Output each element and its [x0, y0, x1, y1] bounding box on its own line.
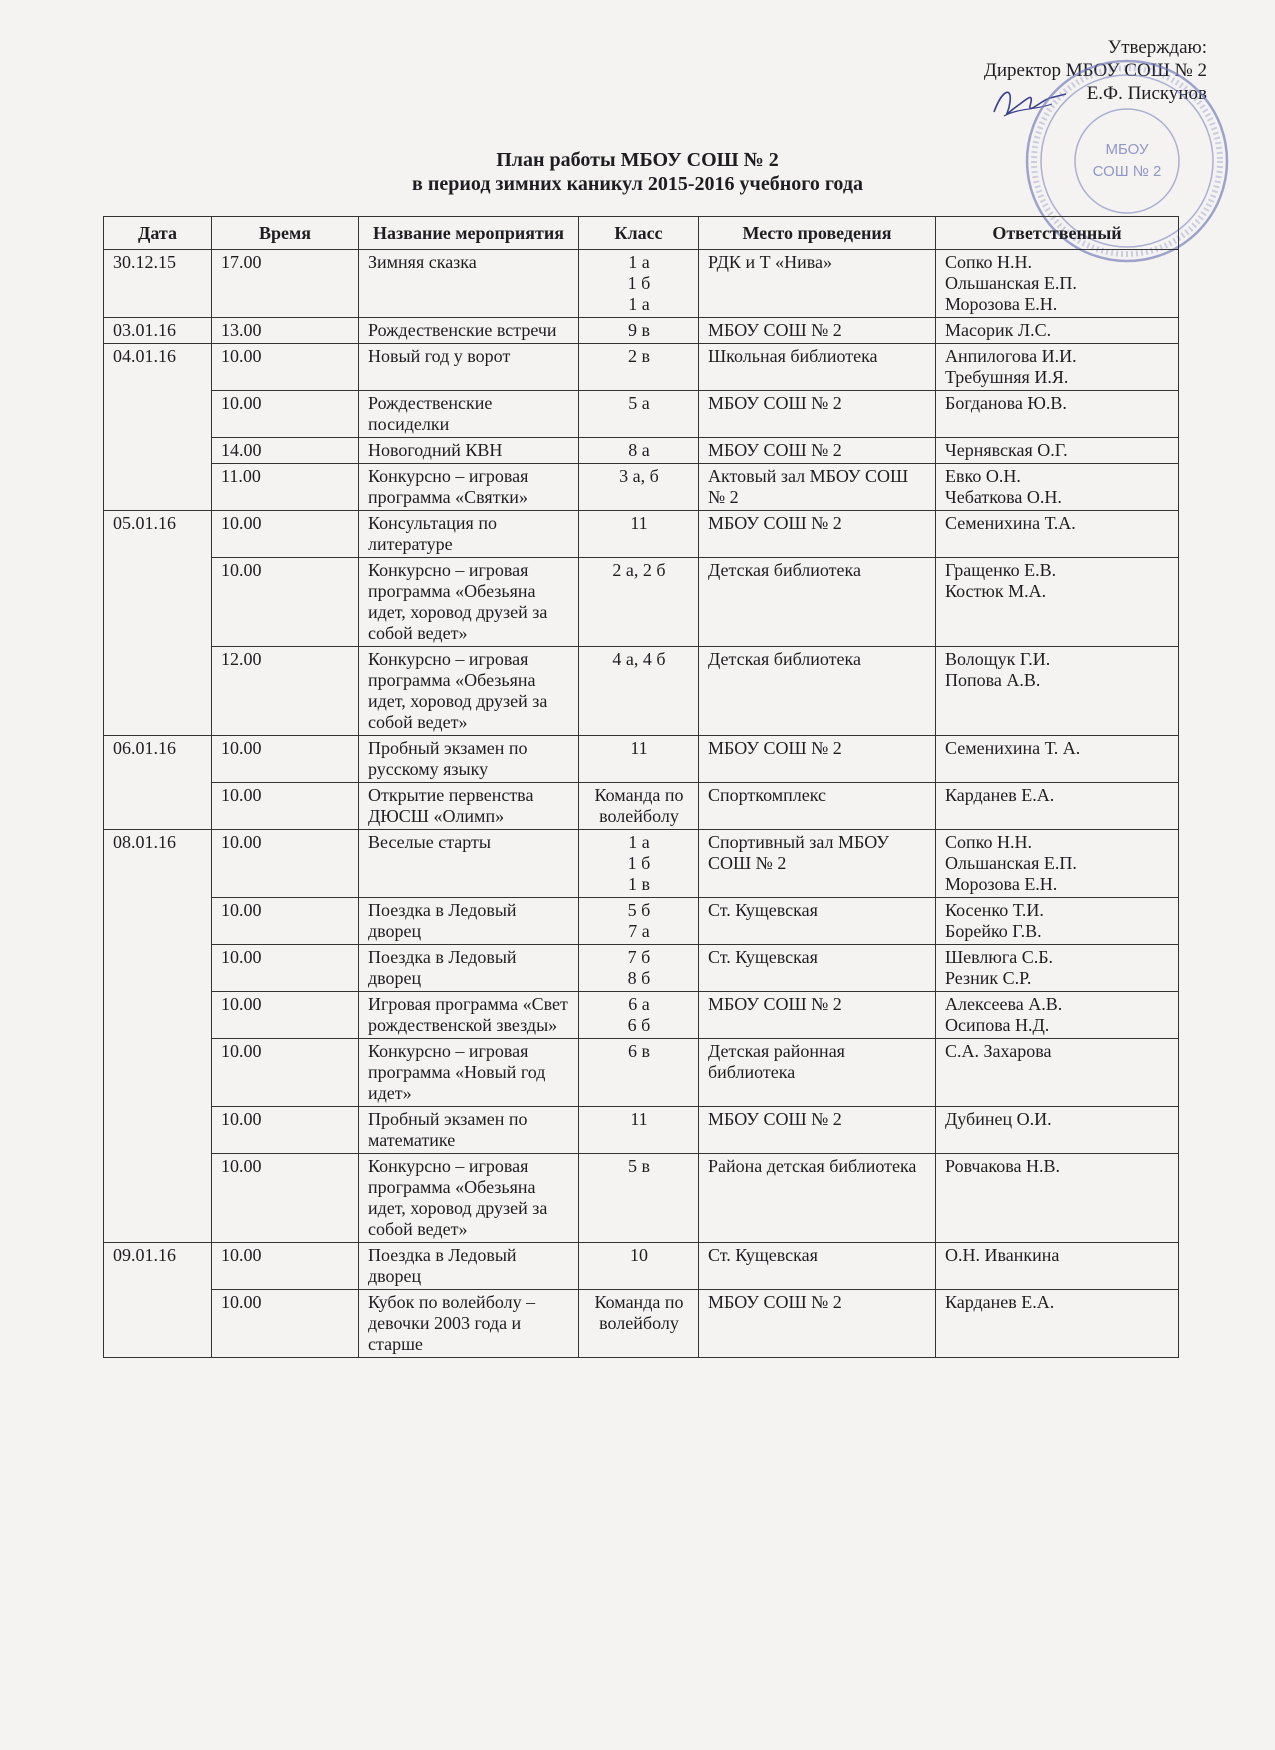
cell-name: Поездка в Ледовый дворец: [359, 898, 579, 945]
cell-time: 10.00: [212, 344, 359, 391]
cell-class: 8 а: [579, 438, 699, 464]
cell-place: МБОУ СОШ № 2: [699, 992, 936, 1039]
cell-place: Ст. Кущевская: [699, 898, 936, 945]
cell-class: 1 а 1 б 1 в: [579, 830, 699, 898]
cell-class: 10: [579, 1243, 699, 1290]
cell-class: 6 в: [579, 1039, 699, 1107]
cell-time: 10.00: [212, 992, 359, 1039]
table-row: [104, 736, 1179, 783]
cell-place: Детская районная библиотека: [699, 1039, 936, 1107]
cell-place: Детская библиотека: [699, 558, 936, 647]
cell-name: Конкурсно – игровая программа «Святки»: [359, 464, 579, 511]
table-row: [104, 511, 1179, 558]
table-row: [104, 1107, 1179, 1154]
cell-time: 14.00: [212, 438, 359, 464]
cell-date: 05.01.16: [104, 511, 212, 736]
cell-time: 13.00: [212, 318, 359, 344]
cell-time: 10.00: [212, 945, 359, 992]
table-row: [104, 647, 1179, 736]
table-header-row: [104, 217, 1179, 250]
header-class: Класс: [579, 217, 699, 250]
cell-responsible: Евко О.Н. Чебаткова О.Н.: [936, 464, 1179, 511]
header-date: Дата: [104, 217, 212, 250]
cell-name: Консультация по литературе: [359, 511, 579, 558]
table-body: [104, 250, 1179, 1358]
table-row: [104, 1039, 1179, 1107]
cell-responsible: Алексеева А.В. Осипова Н.Д.: [936, 992, 1179, 1039]
cell-class: 6 а 6 б: [579, 992, 699, 1039]
cell-place: МБОУ СОШ № 2: [699, 318, 936, 344]
cell-place: РДК и Т «Нива»: [699, 250, 936, 318]
cell-responsible: Семенихина Т.А.: [936, 511, 1179, 558]
cell-place: Школьная библиотека: [699, 344, 936, 391]
cell-class: 2 а, 2 б: [579, 558, 699, 647]
document-title: [0, 148, 1275, 196]
cell-place: Района детская библиотека: [699, 1154, 936, 1243]
table-row: [104, 250, 1179, 318]
svg-text:МБОУ: МБОУ: [1105, 141, 1149, 158]
cell-place: МБОУ СОШ № 2: [699, 438, 936, 464]
cell-name: Зимняя сказка: [359, 250, 579, 318]
cell-class: 1 а 1 б 1 а: [579, 250, 699, 318]
cell-time: 10.00: [212, 511, 359, 558]
table-row: [104, 464, 1179, 511]
cell-responsible: Семенихина Т. А.: [936, 736, 1179, 783]
cell-place: Актовый зал МБОУ СОШ № 2: [699, 464, 936, 511]
schedule-table: [103, 216, 1179, 1358]
cell-responsible: С.А. Захарова: [936, 1039, 1179, 1107]
cell-time: 10.00: [212, 783, 359, 830]
table-row: [104, 1243, 1179, 1290]
table-row: [104, 1154, 1179, 1243]
cell-name: Поездка в Ледовый дворец: [359, 1243, 579, 1290]
cell-place: МБОУ СОШ № 2: [699, 736, 936, 783]
cell-name: Пробный экзамен по русскому языку: [359, 736, 579, 783]
table-row: [104, 438, 1179, 464]
cell-name: Конкурсно – игровая программа «Обезьяна идет, хоровод друзей за собой ведет»: [359, 647, 579, 736]
cell-responsible: Карданев Е.А.: [936, 783, 1179, 830]
cell-time: 10.00: [212, 1290, 359, 1358]
cell-date: 03.01.16: [104, 318, 212, 344]
cell-place: МБОУ СОШ № 2: [699, 391, 936, 438]
cell-place: Спортивный зал МБОУ СОШ № 2: [699, 830, 936, 898]
cell-name: Новогодний КВН: [359, 438, 579, 464]
cell-name: Поездка в Ледовый дворец: [359, 945, 579, 992]
cell-responsible: Масорик Л.С.: [936, 318, 1179, 344]
cell-place: МБОУ СОШ № 2: [699, 1107, 936, 1154]
cell-name: Веселые старты: [359, 830, 579, 898]
cell-time: 10.00: [212, 1154, 359, 1243]
cell-class: Команда по волейболу: [579, 783, 699, 830]
cell-name: Открытие первенства ДЮСШ «Олимп»: [359, 783, 579, 830]
table-row: [104, 344, 1179, 391]
header-name: Название мероприятия: [359, 217, 579, 250]
cell-class: 5 в: [579, 1154, 699, 1243]
cell-responsible: Сопко Н.Н. Ольшанская Е.П. Морозова Е.Н.: [936, 830, 1179, 898]
cell-responsible: Шевлюга С.Б. Резник С.Р.: [936, 945, 1179, 992]
approval-line-1: Утверждаю:: [1107, 37, 1207, 58]
table-row: [104, 1290, 1179, 1358]
cell-responsible: Сопко Н.Н. Ольшанская Е.П. Морозова Е.Н.: [936, 250, 1179, 318]
cell-class: 4 а, 4 б: [579, 647, 699, 736]
cell-time: 10.00: [212, 830, 359, 898]
cell-class: 5 а: [579, 391, 699, 438]
cell-time: 10.00: [212, 558, 359, 647]
cell-name: Рождественские встречи: [359, 318, 579, 344]
cell-responsible: Волощук Г.И. Попова А.В.: [936, 647, 1179, 736]
cell-responsible: Косенко Т.И. Борейко Г.В.: [936, 898, 1179, 945]
cell-time: 10.00: [212, 391, 359, 438]
cell-class: 2 в: [579, 344, 699, 391]
title-line-2: в период зимних каникул 2015-2016 учебного года: [412, 173, 863, 195]
cell-name: Конкурсно – игровая программа «Обезьяна идет, хоровод друзей за собой ведет»: [359, 558, 579, 647]
cell-name: Конкурсно – игровая программа «Обезьяна идет, хоровод друзей за собой ведет»: [359, 1154, 579, 1243]
cell-time: 10.00: [212, 898, 359, 945]
table-row: [104, 558, 1179, 647]
cell-class: 11: [579, 511, 699, 558]
cell-place: Детская библиотека: [699, 647, 936, 736]
cell-responsible: Богданова Ю.В.: [936, 391, 1179, 438]
header-time: Время: [212, 217, 359, 250]
cell-class: 3 а, б: [579, 464, 699, 511]
table-row: [104, 992, 1179, 1039]
cell-date: 30.12.15: [104, 250, 212, 318]
cell-class: Команда по волейболу: [579, 1290, 699, 1358]
table-row: [104, 391, 1179, 438]
table-row: [104, 898, 1179, 945]
cell-class: 7 б 8 б: [579, 945, 699, 992]
svg-text:СОШ № 2: СОШ № 2: [1092, 163, 1162, 180]
cell-time: 10.00: [212, 1107, 359, 1154]
cell-name: Конкурсно – игровая программа «Новый год идет»: [359, 1039, 579, 1107]
cell-date: 09.01.16: [104, 1243, 212, 1358]
cell-responsible: Дубинец О.И.: [936, 1107, 1179, 1154]
cell-place: Ст. Кущевская: [699, 945, 936, 992]
cell-responsible: Гращенко Е.В. Костюк М.А.: [936, 558, 1179, 647]
header-responsible: Ответственный: [936, 217, 1179, 250]
cell-time: 11.00: [212, 464, 359, 511]
cell-name: Кубок по волейболу – девочки 2003 года и старше: [359, 1290, 579, 1358]
cell-time: 10.00: [212, 1039, 359, 1107]
cell-class: 5 б 7 а: [579, 898, 699, 945]
cell-place: МБОУ СОШ № 2: [699, 1290, 936, 1358]
cell-place: МБОУ СОШ № 2: [699, 511, 936, 558]
cell-date: 04.01.16: [104, 344, 212, 511]
table-row: [104, 945, 1179, 992]
cell-time: 10.00: [212, 736, 359, 783]
cell-responsible: Карданев Е.А.: [936, 1290, 1179, 1358]
header-place: Место проведения: [699, 217, 936, 250]
cell-responsible: Чернявская О.Г.: [936, 438, 1179, 464]
cell-class: 11: [579, 1107, 699, 1154]
table-row: [104, 318, 1179, 344]
cell-responsible: Анпилогова И.И. Требушняя И.Я.: [936, 344, 1179, 391]
cell-time: 12.00: [212, 647, 359, 736]
approval-line-3: Е.Ф. Пискунов: [1086, 83, 1207, 104]
approval-line-2: Директор МБОУ СОШ № 2: [983, 60, 1207, 81]
cell-class: 11: [579, 736, 699, 783]
cell-name: Пробный экзамен по математике: [359, 1107, 579, 1154]
cell-class: 9 в: [579, 318, 699, 344]
cell-responsible: Ровчакова Н.В.: [936, 1154, 1179, 1243]
title-line-1: План работы МБОУ СОШ № 2: [496, 149, 779, 171]
cell-time: 10.00: [212, 1243, 359, 1290]
cell-time: 17.00: [212, 250, 359, 318]
cell-name: Новый год у ворот: [359, 344, 579, 391]
cell-place: Ст. Кущевская: [699, 1243, 936, 1290]
cell-date: 08.01.16: [104, 830, 212, 1243]
cell-date: 06.01.16: [104, 736, 212, 830]
cell-responsible: О.Н. Иванкина: [936, 1243, 1179, 1290]
table-row: [104, 830, 1179, 898]
cell-name: Игровая программа «Свет рождественской звезды»: [359, 992, 579, 1039]
table-row: [104, 783, 1179, 830]
cell-place: Спорткомплекс: [699, 783, 936, 830]
cell-name: Рождественские посиделки: [359, 391, 579, 438]
